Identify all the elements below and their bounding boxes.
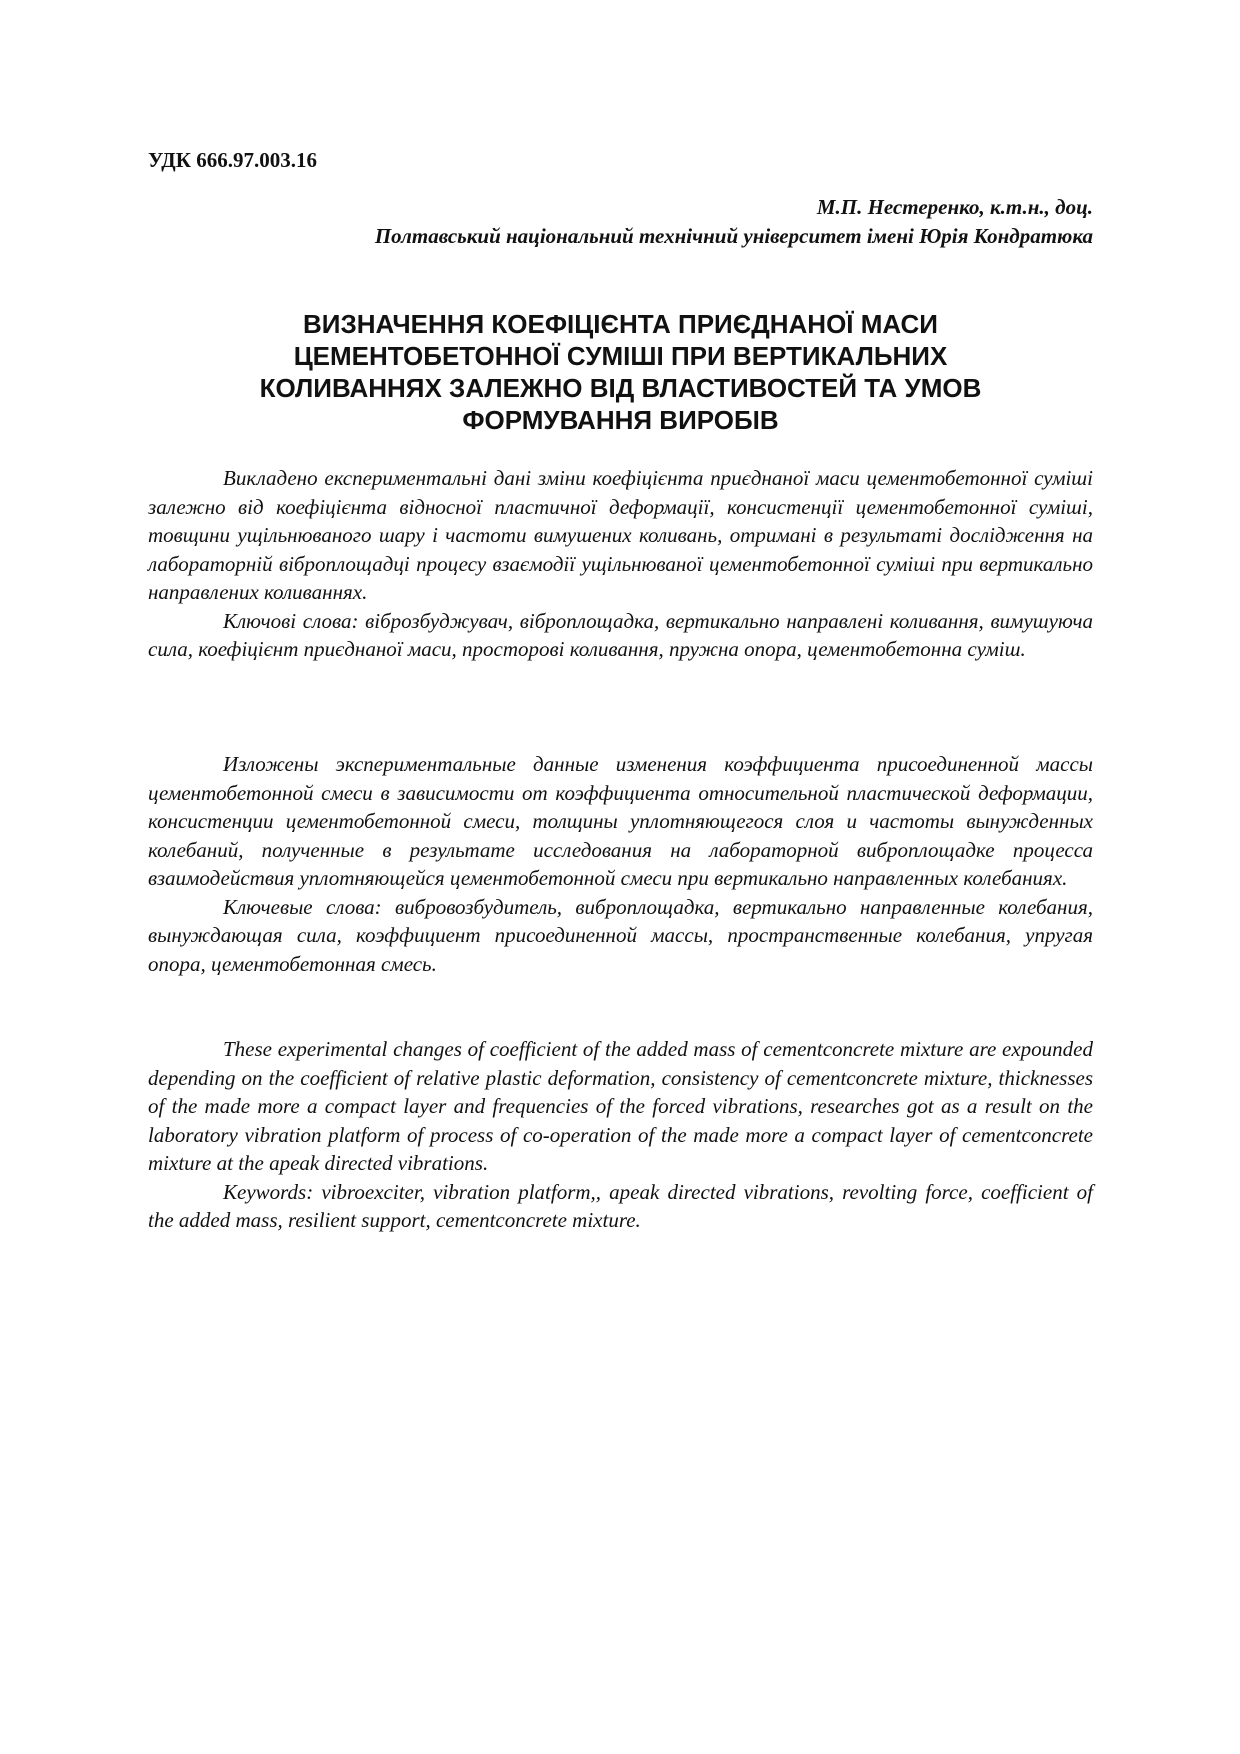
author-name: М.П. Нестеренко, к.т.н., доц. (816, 195, 1093, 219)
abstract-ukrainian (148, 464, 1093, 664)
abstract-english-text: These experimental changes of coefficient of the added mass of cementconcrete mixture are expounded depending on the coefficient of relative plastic deformation, consistency of cementconcrete mixture, thicknesses of the made more a compact layer and frequencies of the forced vibrations, researches got as a result on the laboratory vibration platform of process of co-operation of the made more a compact layer of cementconcrete mixture at the apeak directed vibrations. (148, 1037, 1093, 1175)
abstract-russian-text: Изложены экспериментальные данные изменения коэффициента присоединенной массы цементобетонной смеси в зависимости от коэффициента относительной пластической деформации, консистенции цементобетонной смеси, толщины уплотняющегося слоя и частоты вынужденных колебаний, полученные в результате исследования на лабораторной виброплощадке процесса взаимодействия уплотняющейся цементобетонной смеси при вертикально направленных колебаниях. (148, 752, 1093, 890)
title-line: ВИЗНАЧЕННЯ КОЕФІЦІЄНТА ПРИЄДНАНОЇ МАСИ (303, 309, 938, 339)
author-block (375, 193, 1093, 251)
keywords-english: Keywords: vibroexciter, vibration platform,, apeak directed vibrations, revolting force, coefficient of the added mass, resilient support, cementconcrete mixture. (148, 1179, 1093, 1232)
abstract-english (148, 1035, 1093, 1235)
udc-code: УДК 666.97.003.16 (148, 148, 317, 172)
keywords-ukrainian: Ключові слова: віброзбуджувач, віброплощадка, вертикально направлені коливання, вимушуюча сила, коефіцієнт приєднаної маси, просторові коливання, пружна опора, цементобетонна суміш. (148, 608, 1093, 661)
abstract-russian (148, 750, 1093, 978)
paper-title (148, 308, 1093, 436)
author-affiliation: Полтавський національний технічний університет імені Юрія Кондратюка (374, 224, 1093, 248)
abstract-ukrainian-text: Викладено експериментальні дані зміни коефіцієнта приєднаної маси цементобетонної суміші залежно від коефіцієнта відносної пластичної деформації, консистенції цементобетонної суміші, товщини ущільнюваного шару і частоти вимушених коливань, отримані в результаті дослідження на лабораторній віброплощадці процесу взаємодії ущільнюваної цементобетонної суміші при вертикально направлених коливаннях. (148, 466, 1093, 604)
title-line: КОЛИВАННЯХ ЗАЛЕЖНО ВІД ВЛАСТИВОСТЕЙ ТА УМОВ (259, 373, 982, 403)
keywords-russian: Ключевые слова: вибровозбудитель, виброплощадка, вертикально направленные колебания, вынуждающая сила, коэффициент присоединенной массы, пространственные колебания, упругая опора, цементобетонная смесь. (148, 894, 1093, 976)
title-line: ФОРМУВАННЯ ВИРОБІВ (462, 405, 779, 435)
title-line: ЦЕМЕНТОБЕТОННОЇ СУМІШІ ПРИ ВЕРТИКАЛЬНИХ (293, 341, 948, 371)
